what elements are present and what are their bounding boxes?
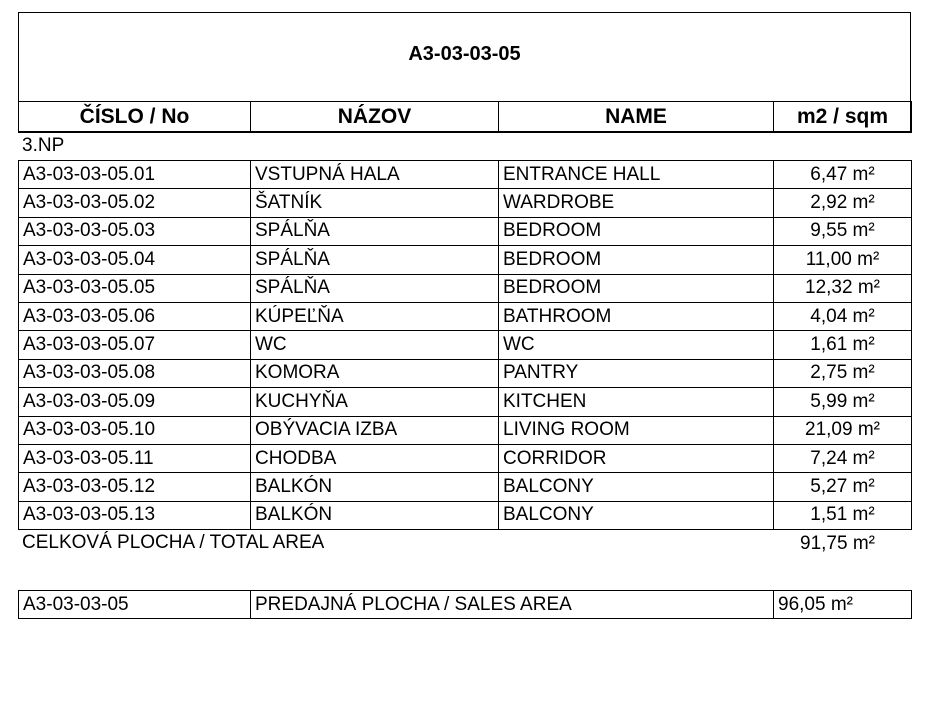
room-nazov-cell: OBÝVACIA IZBA	[251, 416, 499, 444]
room-name-cell: PANTRY	[499, 359, 774, 387]
table-row	[19, 274, 912, 302]
table-row	[19, 302, 912, 330]
room-name-cell: BATHROOM	[499, 302, 774, 330]
room-nazov-cell: ŠATNÍK	[251, 189, 499, 217]
table-row	[19, 161, 912, 189]
room-name-cell: BEDROOM	[499, 217, 774, 245]
room-area-cell: 2,75 m²	[774, 359, 912, 387]
header-nazov: NÁZOV	[251, 102, 499, 133]
table-row	[19, 331, 912, 359]
room-area-cell: 4,04 m²	[774, 302, 912, 330]
room-no-cell: A3-03-03-05.05	[19, 274, 251, 302]
table-row	[19, 473, 912, 501]
room-nazov-cell: KOMORA	[251, 359, 499, 387]
room-name-cell: LIVING ROOM	[499, 416, 774, 444]
table-row	[19, 217, 912, 245]
rooms-table	[18, 160, 912, 530]
room-nazov-cell: SPÁLŇA	[251, 246, 499, 274]
floor-label: 3.NP	[22, 135, 65, 156]
room-area-cell: 1,61 m²	[774, 331, 912, 359]
room-nazov-cell: BALKÓN	[251, 473, 499, 501]
room-name-cell: WARDROBE	[499, 189, 774, 217]
room-no-cell: A3-03-03-05.07	[19, 331, 251, 359]
room-no-cell: A3-03-03-05.11	[19, 444, 251, 472]
room-name-cell: KITCHEN	[499, 388, 774, 416]
sales-row	[19, 591, 912, 619]
room-area-cell: 1,51 m²	[774, 501, 912, 529]
total-value: 91,75 m²	[800, 533, 875, 554]
room-nazov-cell: WC	[251, 331, 499, 359]
table-row	[19, 388, 912, 416]
room-no-cell: A3-03-03-05.04	[19, 246, 251, 274]
room-name-cell: ENTRANCE HALL	[499, 161, 774, 189]
room-no-cell: A3-03-03-05.13	[19, 501, 251, 529]
table-row	[19, 444, 912, 472]
room-area-cell: 6,47 m²	[774, 161, 912, 189]
header-no: ČÍSLO / No	[19, 102, 251, 133]
room-nazov-cell: BALKÓN	[251, 501, 499, 529]
room-no-cell: A3-03-03-05.01	[19, 161, 251, 189]
room-area-cell: 11,00 m²	[774, 246, 912, 274]
header-name: NAME	[499, 102, 774, 133]
room-no-cell: A3-03-03-05.10	[19, 416, 251, 444]
table-row	[19, 246, 912, 274]
sales-no: A3-03-03-05	[19, 591, 251, 619]
header-area: m2 / sqm	[774, 102, 912, 133]
total-label: CELKOVÁ PLOCHA / TOTAL AREA	[22, 532, 325, 553]
header-row	[19, 102, 912, 133]
room-area-cell: 2,92 m²	[774, 189, 912, 217]
room-area-cell: 12,32 m²	[774, 274, 912, 302]
sales-table	[18, 590, 912, 619]
room-no-cell: A3-03-03-05.06	[19, 302, 251, 330]
room-no-cell: A3-03-03-05.02	[19, 189, 251, 217]
room-area-cell: 9,55 m²	[774, 217, 912, 245]
room-area-cell: 5,27 m²	[774, 473, 912, 501]
table-row	[19, 416, 912, 444]
room-name-cell: BEDROOM	[499, 246, 774, 274]
room-name-cell: BALCONY	[499, 501, 774, 529]
page-title: A3-03-03-05	[408, 43, 521, 65]
room-no-cell: A3-03-03-05.12	[19, 473, 251, 501]
room-nazov-cell: SPÁLŇA	[251, 274, 499, 302]
room-no-cell: A3-03-03-05.09	[19, 388, 251, 416]
room-no-cell: A3-03-03-05.08	[19, 359, 251, 387]
room-nazov-cell: KÚPEĽŇA	[251, 302, 499, 330]
room-name-cell: CORRIDOR	[499, 444, 774, 472]
room-nazov-cell: KUCHYŇA	[251, 388, 499, 416]
table-row	[19, 359, 912, 387]
room-no-cell: A3-03-03-05.03	[19, 217, 251, 245]
sales-value: 96,05 m²	[774, 591, 912, 619]
table-row	[19, 189, 912, 217]
room-name-cell: BALCONY	[499, 473, 774, 501]
room-area-cell: 21,09 m²	[774, 416, 912, 444]
room-name-cell: BEDROOM	[499, 274, 774, 302]
table-row	[19, 501, 912, 529]
room-nazov-cell: CHODBA	[251, 444, 499, 472]
room-area-cell: 5,99 m²	[774, 388, 912, 416]
room-area-cell: 7,24 m²	[774, 444, 912, 472]
room-nazov-cell: SPÁLŇA	[251, 217, 499, 245]
room-name-cell: WC	[499, 331, 774, 359]
sales-label: PREDAJNÁ PLOCHA / SALES AREA	[251, 591, 774, 619]
header-table	[18, 101, 912, 133]
room-nazov-cell: VSTUPNÁ HALA	[251, 161, 499, 189]
